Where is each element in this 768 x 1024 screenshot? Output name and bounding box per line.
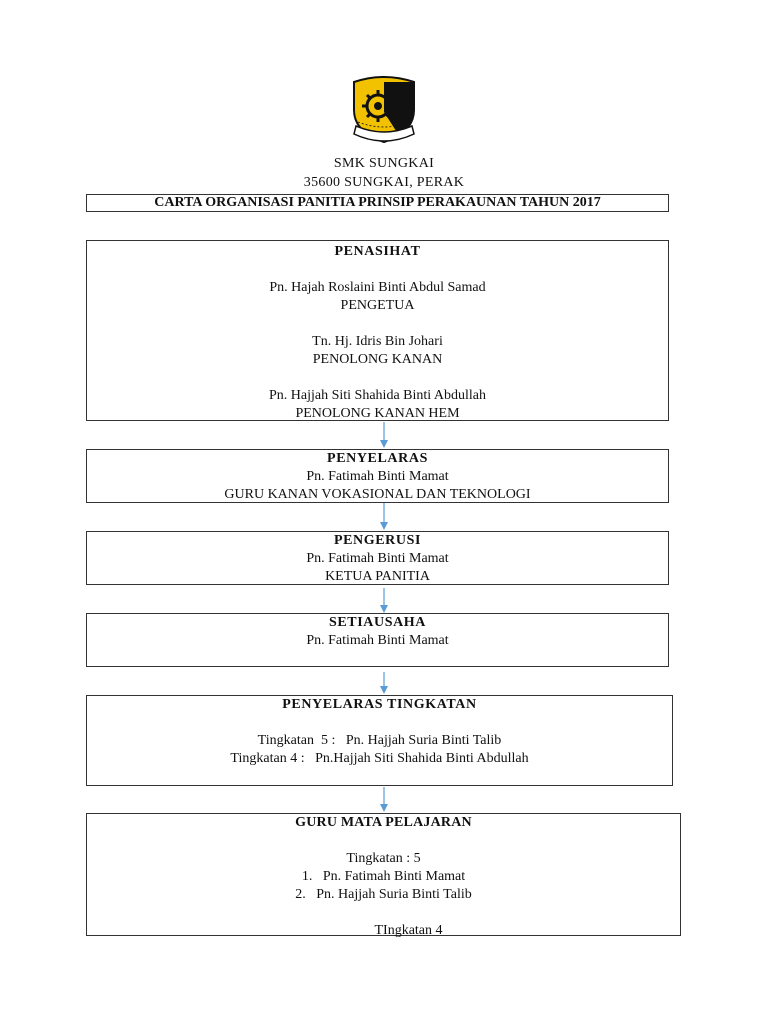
penyelaras-tingkatan-box — [86, 695, 673, 786]
penyelaras-box — [86, 449, 669, 503]
list-number: 2. — [295, 887, 306, 902]
penyelaras-role: GURU KANAN VOKASIONAL DAN TEKNOLOGI — [224, 487, 531, 502]
penasihat-role-1: PENGETUA — [340, 298, 415, 313]
guru-heading: GURU MATA PELAJARAN — [295, 815, 472, 830]
guru-mata-pelajaran-box — [86, 813, 681, 936]
penasihat-name-2: Tn. Hj. Idris Bin Johari — [312, 334, 443, 349]
arrow-down-icon — [377, 787, 391, 813]
setiausaha-box — [86, 613, 669, 667]
penyelaras-name: Pn. Fatimah Binti Mamat — [306, 469, 449, 484]
arrow-down-icon — [377, 503, 391, 531]
pengerusi-heading: PENGERUSI — [333, 533, 422, 548]
teacher-name: Pn. Hajjah Suria Binti Talib — [316, 887, 472, 902]
form5-teacher-2 — [87, 886, 680, 904]
form4-label: TIngkatan 4 — [374, 923, 443, 938]
pengerusi-name: Pn. Fatimah Binti Mamat — [306, 551, 449, 566]
penyelaras-tingkatan-line-1: Tingkatan 5 : Pn. Hajjah Suria Binti Talib — [257, 733, 502, 748]
list-number: 1. — [301, 869, 313, 884]
school-crest-logo — [348, 76, 420, 148]
penyelaras-heading: PENYELARAS — [327, 451, 428, 466]
arrow-down-icon — [377, 672, 391, 695]
school-name: SMK SUNGKAI — [333, 156, 435, 171]
arrow-down-icon — [377, 422, 391, 449]
pengerusi-role: KETUA PANITIA — [325, 569, 430, 584]
penasihat-role-2: PENOLONG KANAN — [312, 352, 443, 367]
arrow-down-icon — [377, 588, 391, 614]
setiausaha-heading: SETIAUSAHA — [328, 615, 427, 630]
penyelaras-tingkatan-heading: PENYELARAS TINGKATAN — [282, 697, 477, 712]
form5-teacher-1 — [87, 868, 680, 886]
setiausaha-name: Pn. Fatimah Binti Mamat — [306, 633, 449, 648]
penasihat-box — [86, 240, 669, 421]
penasihat-name-1: Pn. Hajah Roslaini Binti Abdul Samad — [269, 280, 486, 295]
penasihat-name-3: Pn. Hajjah Siti Shahida Binti Abdullah — [269, 388, 486, 403]
form5-label: Tingkatan : 5 — [346, 851, 421, 866]
penasihat-role-3: PENOLONG KANAN HEM — [295, 406, 460, 421]
teacher-name: Pn. Fatimah Binti Mamat — [322, 869, 466, 884]
chart-title: CARTA ORGANISASI PANITIA PRINSIP PERAKAUNAN TAHUN 2017 — [86, 194, 669, 212]
pengerusi-box — [86, 531, 669, 585]
school-address: 35600 SUNGKAI, PERAK — [303, 175, 465, 190]
penyelaras-tingkatan-line-2: Tingkatan 4 : Pn.Hajjah Siti Shahida Binti Abdullah — [230, 751, 529, 766]
penasihat-heading: PENASIHAT — [334, 244, 421, 259]
